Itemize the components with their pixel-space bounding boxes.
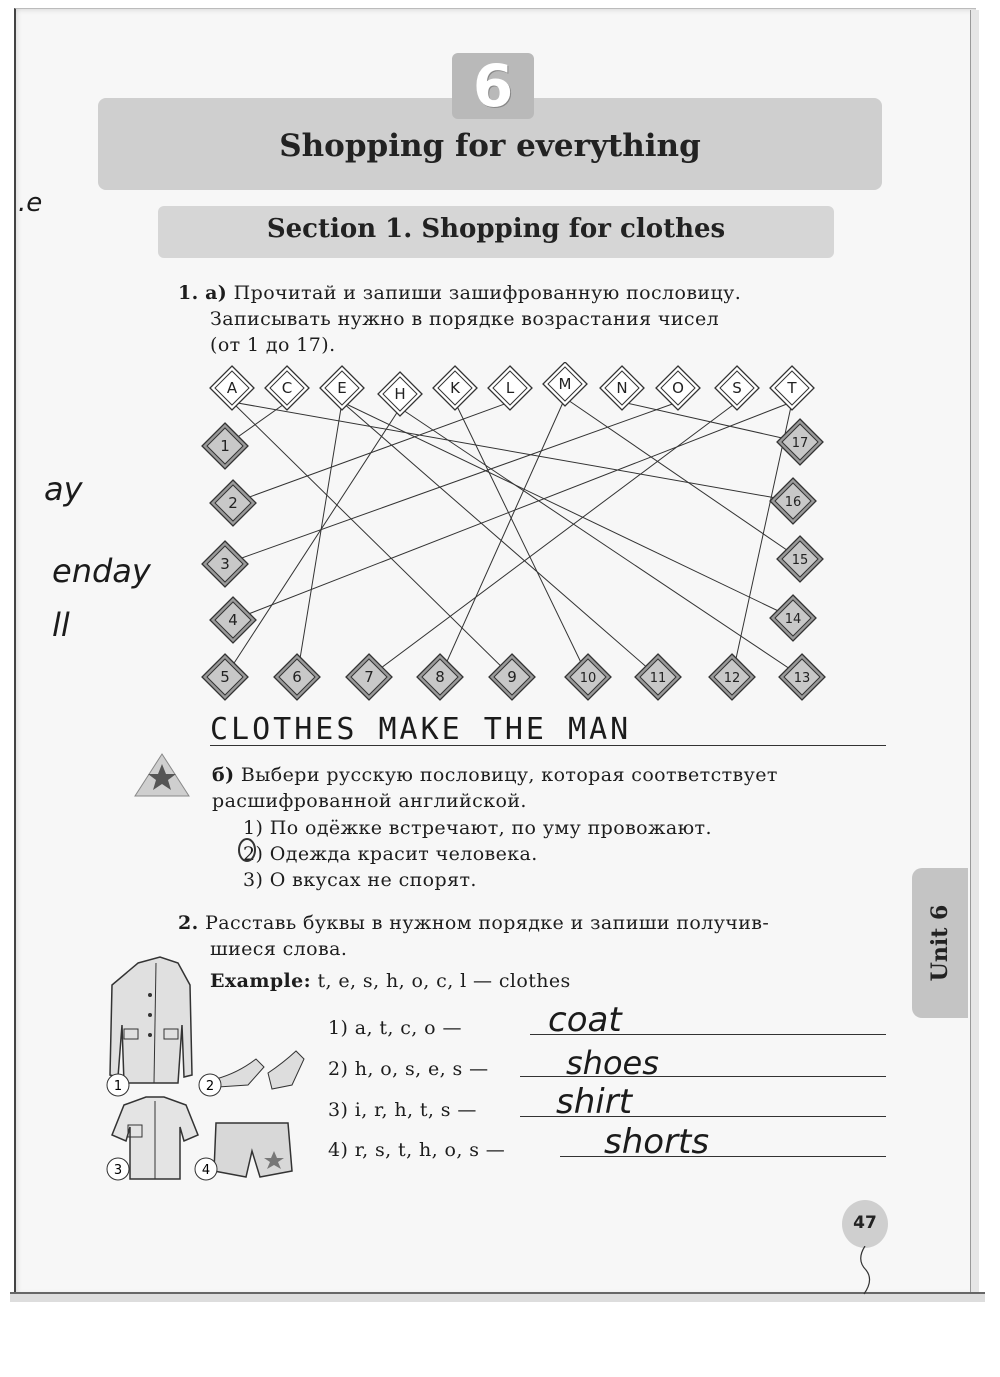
example-text: t, e, s, h, o, c, l — clothes	[317, 970, 571, 992]
number-diamond-7-label: 7	[364, 668, 374, 686]
picture-label-2: 2	[205, 1079, 215, 1094]
task2-heading	[178, 910, 769, 936]
task1-part-b-heading	[212, 762, 778, 788]
letter-diamond-t	[770, 366, 814, 410]
connector-line	[455, 402, 588, 677]
letter-diamond-n-label: N	[616, 379, 628, 397]
unit-side-tab-label: Unit 6	[927, 904, 953, 982]
number-diamond-4-label: 4	[228, 611, 238, 629]
connector-line	[297, 402, 342, 677]
option-3: 3) О вкусах не спорят.	[243, 869, 477, 891]
letter-diamond-t-label: T	[787, 379, 797, 397]
number-diamond-10-label: 10	[579, 671, 597, 686]
word-item-1-answer: coat	[548, 1000, 622, 1040]
number-diamond-2	[210, 480, 256, 526]
picture-label-3: 3	[113, 1163, 123, 1178]
letter-diamond-m	[543, 362, 587, 406]
number-diamond-15	[777, 536, 823, 582]
number-diamond-13-label: 13	[793, 671, 811, 686]
number-diamond-5	[202, 654, 248, 700]
number-diamond-12-label: 12	[723, 671, 741, 686]
word-item-3-prompt: 3) i, r, h, t, s —	[328, 1099, 477, 1121]
letter-diamond-o-label: O	[672, 379, 684, 397]
word-item-3-answer: shirt	[556, 1082, 633, 1122]
connector-line	[622, 402, 800, 442]
task1-heading	[178, 280, 741, 306]
handwritten-circle-mark	[236, 836, 260, 864]
star-sticker-icon	[134, 752, 190, 798]
number-diamond-14-label: 14	[784, 612, 802, 627]
word-item-4-prompt: 4) r, s, t, h, o, s —	[328, 1139, 506, 1161]
number-diamond-6-label: 6	[292, 668, 302, 686]
letter-diamond-c-label: C	[281, 379, 293, 397]
letter-diamond-l	[488, 366, 532, 410]
task1-part-a-label: а)	[205, 282, 228, 304]
task1-part-a-line2: Записывать нужно в порядке возрастания чисел	[210, 308, 720, 330]
connector-line	[232, 402, 512, 677]
margin-note-2: ay	[44, 470, 83, 508]
number-diamond-6	[274, 654, 320, 700]
number-diamond-4	[210, 597, 256, 643]
letter-diamond-h-label: H	[394, 385, 406, 403]
task1-part-b-line1: Выбери русскую пословицу, которая соответствует	[240, 764, 778, 786]
number-diamond-9-label: 9	[507, 668, 517, 686]
number-diamond-7	[346, 654, 392, 700]
connector-lines	[225, 398, 802, 677]
number-diamond-1	[202, 423, 248, 469]
margin-note-1: .e	[18, 188, 43, 218]
letter-diamond-h	[378, 372, 422, 416]
picture-label-1: 1	[113, 1079, 123, 1094]
number-diamond-3	[202, 541, 248, 587]
connector-line	[369, 402, 737, 677]
unit-title: Shopping for everything	[279, 128, 701, 164]
number-diamond-8	[417, 654, 463, 700]
word-item-4-answer: shorts	[604, 1122, 710, 1162]
letter-diamond-a	[210, 366, 254, 410]
number-diamond-10	[565, 654, 611, 700]
unit-side-tab	[912, 868, 968, 1018]
number-diamond-11-label: 11	[649, 671, 667, 686]
letter-diamond-s-label: S	[732, 379, 742, 397]
connector-line	[400, 408, 802, 677]
task2-line2: шиеся слова.	[210, 938, 348, 960]
letter-diamond-l-label: L	[505, 379, 515, 397]
connector-line	[232, 402, 793, 501]
number-diamond-12	[709, 654, 755, 700]
task1-part-b-line2: расшифрованной английской.	[212, 790, 527, 812]
letter-diamond-k	[433, 366, 477, 410]
number-diamond-17-label: 17	[791, 436, 809, 451]
number-diamond-15-label: 15	[791, 553, 809, 568]
number-diamond-14	[770, 595, 816, 641]
answer-line	[210, 745, 886, 746]
letter-diamond-m-label: M	[558, 375, 572, 393]
word-item-2-prompt: 2) h, o, s, e, s —	[328, 1058, 489, 1080]
shoes-picture	[216, 1051, 304, 1089]
number-diamond-16	[770, 478, 816, 524]
word-item-1-prompt: 1) a, t, c, o —	[328, 1017, 462, 1039]
number-diamond-13	[779, 654, 825, 700]
task1-number: 1.	[178, 282, 199, 304]
shorts-picture	[214, 1123, 292, 1177]
handwritten-proverb-answer: CLOTHES MAKE THE MAN	[210, 712, 632, 747]
letter-diamond-c	[265, 366, 309, 410]
page-number-balloon: 47	[842, 1200, 888, 1248]
number-diamond-17	[777, 419, 823, 465]
number-diamond-8-label: 8	[435, 668, 445, 686]
connector-line	[233, 402, 792, 620]
number-diamond-3-label: 3	[220, 555, 230, 573]
page-edge	[970, 10, 979, 1300]
task1-part-a-line1: Прочитай и запиши зашифрованную пословицу.	[233, 282, 742, 304]
number-diamond-11	[635, 654, 681, 700]
coat-picture	[110, 957, 192, 1083]
task1-part-b-label: б)	[212, 764, 235, 786]
connector-line	[225, 408, 400, 677]
connector-line	[440, 398, 565, 677]
letter-diamond-k-label: K	[450, 379, 460, 397]
number-diamond-5-label: 5	[220, 668, 230, 686]
connector-line	[342, 402, 658, 677]
word-item-2-answer: shoes	[566, 1044, 659, 1082]
task2-number: 2.	[178, 912, 199, 934]
letter-diamond-s	[715, 366, 759, 410]
section-title: Section 1. Shopping for clothes	[266, 214, 726, 244]
letter-diamond-a-label: A	[226, 379, 238, 397]
connector-line	[342, 402, 793, 618]
letter-diamond-e	[320, 366, 364, 410]
letter-diamond-o	[656, 366, 700, 410]
connector-line	[565, 398, 800, 559]
page-bottom-edge	[10, 1292, 985, 1302]
letter-diamond-e-label: E	[337, 379, 347, 397]
unit-number-badge: 6	[452, 53, 534, 119]
number-diamond-1-label: 1	[220, 437, 230, 455]
clothing-illustrations	[98, 955, 310, 1195]
task1-part-a-line3: (от 1 до 17).	[210, 334, 336, 356]
number-diamond-2-label: 2	[228, 494, 238, 512]
number-diamond-16-label: 16	[784, 495, 802, 510]
balloon-string-icon	[852, 1246, 882, 1296]
letter-diamond-n	[600, 366, 644, 410]
margin-note-4: ll	[52, 606, 70, 644]
option-2: 2) Одежда красит человека.	[243, 843, 538, 865]
cipher-puzzle-diagram	[195, 362, 835, 707]
connector-line	[225, 402, 678, 564]
picture-label-4: 4	[201, 1163, 211, 1178]
example-label: Example:	[210, 970, 312, 992]
task2-line1: Расставь буквы в нужном порядке и запиши получив-	[205, 912, 770, 934]
option-1: 1) По одёжке встречают, по уму провожают.	[243, 817, 712, 839]
margin-note-3: enday	[52, 552, 151, 590]
